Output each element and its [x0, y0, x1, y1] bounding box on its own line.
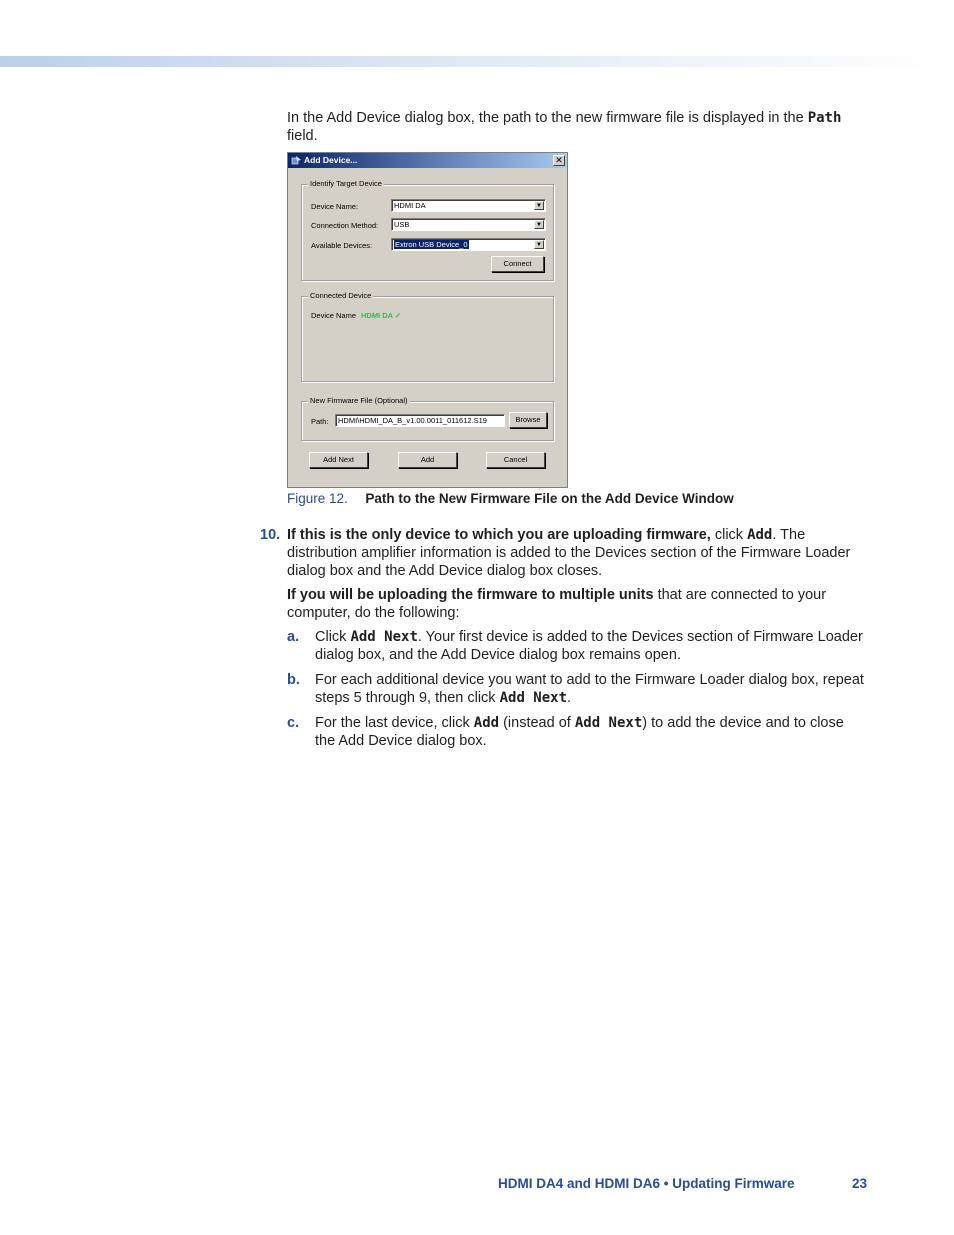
app-icon: [291, 155, 302, 166]
sub-c-line-2: the Add Device dialog box.: [315, 733, 487, 749]
sub-a-letter: a.: [287, 629, 300, 645]
sub-a-rest-1: . Your first device is added to the Devices section of Firmware Loader: [417, 629, 863, 645]
available-devices-value: Extron USB Device_0: [395, 240, 468, 249]
device-name-value: HDMI DA: [394, 201, 426, 210]
intro-text-end: field.: [287, 128, 318, 144]
connected-device-name-text: HDMI DA: [361, 311, 393, 320]
step-10-rest-3: dialog box and the Add Device dialog box closes.: [287, 563, 603, 579]
multiple-rest-1: that are connected to your: [657, 587, 827, 603]
multiple-lead: If you will be uploading the firmware to multiple units: [287, 587, 654, 603]
sub-a-rest-2: dialog box, and the Add Device dialog box remains open.: [315, 647, 681, 663]
add-device-dialog: [287, 152, 568, 488]
multiple-rest-2: computer, do the following:: [287, 605, 460, 621]
sub-b-line-1: For each additional device you want to add to the Firmware Loader dialog box, repeat: [315, 672, 864, 688]
available-devices-select[interactable]: [391, 238, 546, 251]
path-value: HDMI\HDMI_DA_B_v1.00.0011_011612.S19: [338, 416, 487, 425]
chevron-down-icon[interactable]: ▼: [534, 220, 544, 229]
page-number: 23: [852, 1176, 868, 1191]
figure-number: Figure 12.: [287, 491, 348, 506]
dialog-title-bar: [288, 153, 567, 168]
firmware-legend: New Firmware File (Optional): [310, 396, 408, 405]
device-name-label: Device Name:: [311, 202, 359, 211]
chevron-down-icon[interactable]: ▼: [534, 240, 544, 249]
step-10-paragraph: [287, 526, 862, 580]
close-icon[interactable]: ✕: [553, 155, 565, 166]
add-code: Add: [747, 527, 773, 543]
connection-method-label: Connection Method:: [311, 221, 379, 230]
add-button[interactable]: Add: [398, 452, 457, 468]
footer-title: HDMI DA4 and HDMI DA6 • Updating Firmware: [498, 1176, 795, 1191]
sub-b-letter: b.: [287, 672, 300, 688]
sub-a-click: Click: [315, 629, 347, 645]
figure-title: Path to the New Firmware File on the Add Device Window: [365, 491, 734, 506]
connection-method-value: USB: [394, 220, 410, 229]
intro-text: In the Add Device dialog box, the path to the new firmware file is displayed in the: [287, 110, 804, 126]
figure-caption: [287, 490, 734, 508]
path-input[interactable]: [335, 414, 505, 427]
firmware-file-group: [301, 396, 554, 441]
available-devices-label: Available Devices:: [311, 241, 373, 250]
step-10-number: 10.: [260, 527, 281, 543]
add-code: Add: [473, 715, 500, 731]
header-band: [0, 56, 954, 67]
add-next-code: Add Next: [574, 715, 643, 731]
connected-legend: Connected Device: [310, 291, 372, 300]
connection-method-select[interactable]: [391, 218, 546, 231]
sub-b-line-2: steps 5 through 9, then click: [315, 690, 496, 706]
add-next-code: Add Next: [499, 690, 568, 706]
step-10-rest-1: . The: [772, 527, 806, 543]
connected-device-name-label: Device Name: [311, 311, 357, 320]
sub-a-paragraph: [315, 628, 875, 664]
dialog-title: Add Device...: [304, 155, 358, 165]
step-10-rest-2: distribution amplifier information is added to the Devices section of the Firmware Loader: [287, 545, 851, 561]
sub-b-paragraph: [315, 671, 875, 707]
intro-paragraph: [287, 109, 857, 145]
browse-button[interactable]: Browse: [509, 412, 547, 428]
device-name-select[interactable]: [391, 199, 546, 212]
connect-button[interactable]: Connect: [491, 256, 544, 272]
path-code: Path: [807, 110, 842, 126]
step-10-click: click: [714, 527, 744, 543]
sub-b-line-2-end: .: [567, 690, 572, 706]
identify-target-group: [301, 179, 554, 281]
step-10-lead: If this is the only device to which you are uploading firmware,: [287, 527, 711, 543]
connected-device-group: [301, 291, 554, 382]
check-icon: ✓: [394, 311, 402, 320]
chevron-down-icon[interactable]: ▼: [534, 201, 544, 210]
add-next-button[interactable]: Add Next: [309, 452, 368, 468]
multiple-units-paragraph: [287, 586, 862, 622]
identify-legend: Identify Target Device: [310, 179, 382, 188]
add-next-code: Add Next: [350, 629, 418, 645]
sub-c-mid: (instead of: [503, 715, 571, 731]
sub-c-line-1: For the last device, click: [315, 715, 470, 731]
cancel-button[interactable]: Cancel: [486, 452, 545, 468]
connected-device-name-value: [361, 311, 401, 320]
path-label: Path:: [311, 417, 329, 426]
sub-c-paragraph: [315, 714, 875, 750]
sub-c-letter: c.: [287, 715, 300, 731]
sub-c-line-1-end: ) to add the device and to close: [642, 715, 844, 731]
